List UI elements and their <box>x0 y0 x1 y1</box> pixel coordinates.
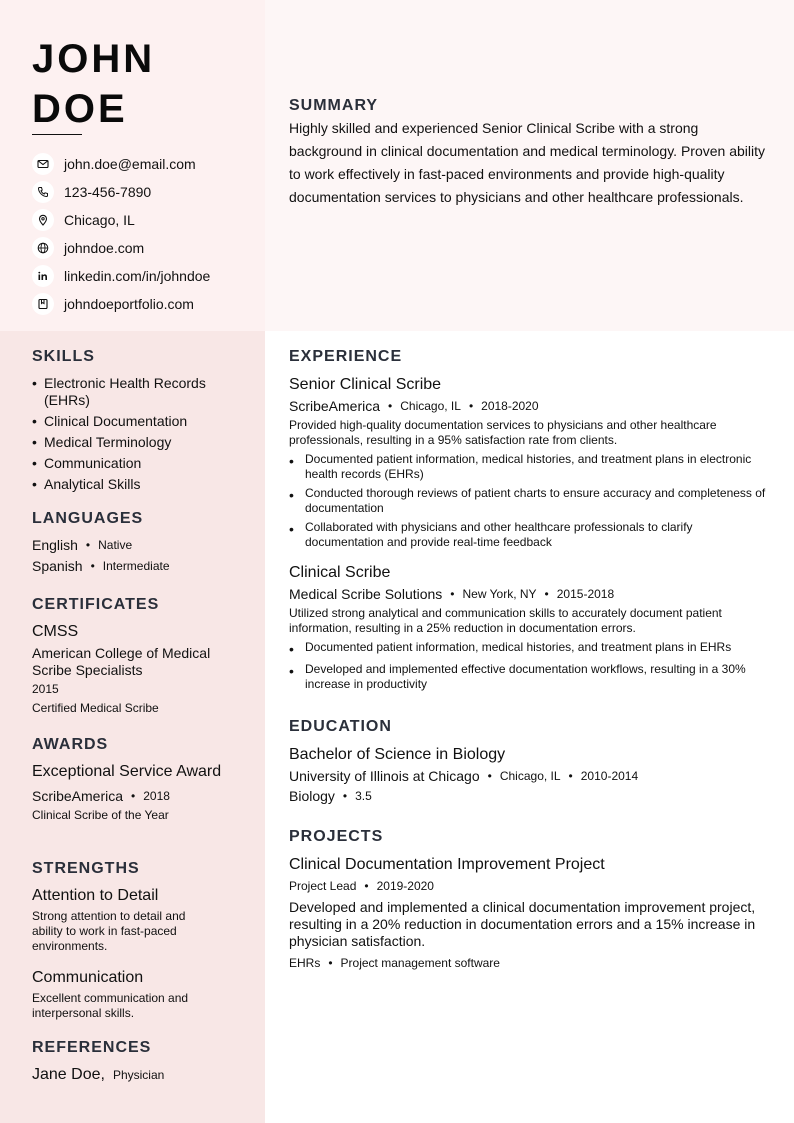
job-entry <box>289 375 769 550</box>
award-name: Exceptional Service Award <box>32 763 222 780</box>
job-bullet: • Documented patient information, medical histories, and treatment plans in electronic health records (EHRs) <box>289 452 752 481</box>
projects-section <box>289 828 769 972</box>
experience-heading: EXPERIENCE <box>289 348 403 365</box>
job-bullets <box>289 640 769 692</box>
job-bullet: • Developed and implemented effective documentation workflows, resulting in a 30% increase in productivity <box>289 662 746 691</box>
skill-item: • Communication <box>32 455 142 471</box>
education-meta <box>289 767 769 785</box>
contact-website[interactable] <box>32 234 210 262</box>
mail-icon <box>32 153 54 175</box>
certificate-desc: Certified Medical Scribe <box>32 701 159 715</box>
job-entry <box>289 563 769 692</box>
contact-website-text: johndoe.com <box>64 240 145 256</box>
contact-email[interactable] <box>32 150 210 178</box>
separator-dot: • <box>450 587 455 601</box>
separator-dot: • <box>131 789 136 803</box>
separator-dot: • <box>328 956 333 970</box>
project-tools <box>289 954 769 972</box>
education-heading: EDUCATION <box>289 718 392 735</box>
job-description: Utilized strong analytical and communication skills to accurately document patient information, resulting in a 25% reduction in documentation errors. <box>289 606 722 635</box>
project-description: Developed and implemented a clinical documentation improvement project, resulting in a 20% reduction in documentation errors and a 15% increase in physician satisfaction. <box>289 899 756 949</box>
certificates-section <box>32 596 242 716</box>
project-meta <box>289 877 769 895</box>
reference-role: Physician <box>112 1068 165 1082</box>
linkedin-icon <box>32 265 54 287</box>
contact-phone-text: 123-456-7890 <box>64 184 152 200</box>
job-location: Chicago, IL <box>400 399 461 413</box>
job-company: ScribeAmerica <box>289 398 381 414</box>
reference-name: Jane Doe, <box>32 1066 105 1083</box>
certificates-heading: CERTIFICATES <box>32 596 160 613</box>
project-role: Project Lead <box>289 879 357 893</box>
separator-dot: • <box>342 789 348 803</box>
contact-email-text: john.doe@email.com <box>64 156 196 172</box>
separator-dot: • <box>568 769 573 783</box>
references-heading: REFERENCES <box>32 1039 152 1056</box>
strength-desc: Excellent communication and interpersonal skills. <box>32 991 189 1020</box>
job-bullet: • Conducted thorough reviews of patient charts to ensure accuracy and completeness of documentation <box>289 486 766 515</box>
separator-dot: • <box>544 587 549 601</box>
job-company: Medical Scribe Solutions <box>289 586 443 602</box>
strength-name: Communication <box>32 969 144 986</box>
job-description: Provided high-quality documentation services to physicians and other healthcare professionals, resulting in a 95% satisfaction rate from clients. <box>289 418 717 447</box>
education-school: University of Illinois at Chicago <box>289 768 480 784</box>
project-dates: 2019-2020 <box>376 879 434 893</box>
contact-location-text: Chicago, IL <box>64 212 135 228</box>
location-pin-icon <box>32 209 54 231</box>
job-bullet: • Collaborated with physicians and other healthcare professionals to clarify documentation and provide real-time feedback <box>289 520 693 549</box>
job-meta <box>289 585 769 603</box>
summary-section <box>289 97 769 209</box>
language-item <box>32 535 242 556</box>
job-title: Clinical Scribe <box>289 564 391 581</box>
contact-phone[interactable] <box>32 178 210 206</box>
certificate-year: 2015 <box>32 682 59 696</box>
separator-dot: • <box>468 399 474 413</box>
contact-portfolio-text: johndoeportfolio.com <box>64 296 194 312</box>
references-section <box>32 1039 242 1085</box>
project-name: Clinical Documentation Improvement Project <box>289 856 605 873</box>
education-field-meta <box>289 787 769 805</box>
candidate-name <box>32 34 155 134</box>
award-year: 2018 <box>143 789 170 803</box>
project-tool: EHRs <box>289 956 321 970</box>
job-meta <box>289 397 769 415</box>
contact-linkedin-text: linkedin.com/in/johndoe <box>64 268 211 284</box>
skill-item: • Analytical Skills <box>32 476 141 492</box>
education-location: Chicago, IL <box>499 769 561 783</box>
certificate-name: CMSS <box>32 623 79 640</box>
language-item <box>32 556 242 577</box>
language-name: Spanish <box>32 558 83 574</box>
awards-section <box>32 736 242 823</box>
summary-heading: SUMMARY <box>289 97 379 114</box>
awards-heading: AWARDS <box>32 736 109 753</box>
skills-heading: SKILLS <box>32 348 95 365</box>
education-degree: Bachelor of Science in Biology <box>289 746 506 763</box>
project-tool: Project management software <box>340 956 500 970</box>
skill-item: • Clinical Documentation <box>32 413 188 429</box>
strength-name: Attention to Detail <box>32 887 159 904</box>
separator-dot: • <box>388 399 393 413</box>
job-bullet: • Documented patient information, medical histories, and treatment plans in EHRs <box>289 640 732 657</box>
award-org: ScribeAmerica <box>32 788 124 804</box>
skills-section <box>32 348 242 497</box>
job-location: New York, NY <box>462 587 537 601</box>
language-level: Intermediate <box>102 559 170 573</box>
separator-dot: • <box>90 559 95 573</box>
separator-dot: • <box>487 769 492 783</box>
job-dates: 2018-2020 <box>481 399 539 413</box>
job-dates: 2015-2018 <box>556 587 615 601</box>
phone-icon <box>32 181 54 203</box>
education-gpa: 3.5 <box>355 789 372 803</box>
language-name: English <box>32 537 78 553</box>
skill-item: • Medical Terminology <box>32 434 172 450</box>
strength-desc: Strong attention to detail and ability to work in fast-paced environments. <box>32 909 186 953</box>
projects-heading: PROJECTS <box>289 828 384 845</box>
contact-linkedin[interactable] <box>32 262 210 290</box>
award-meta <box>32 786 242 807</box>
education-field: Biology <box>289 788 335 804</box>
education-section <box>289 718 769 805</box>
contact-location <box>32 206 210 234</box>
strengths-heading: STRENGTHS <box>32 860 140 877</box>
languages-heading: LANGUAGES <box>32 510 144 527</box>
award-desc: Clinical Scribe of the Year <box>32 808 169 822</box>
education-dates: 2010-2014 <box>580 769 639 783</box>
skill-item: • Electronic Health Records (EHRs) <box>32 375 206 408</box>
portfolio-icon <box>32 293 54 315</box>
job-bullets <box>289 452 769 550</box>
language-level: Native <box>98 538 133 552</box>
languages-section <box>32 510 242 577</box>
contact-list <box>32 150 210 318</box>
summary-text: Highly skilled and experienced Senior Clinical Scribe with a strong background in clinical documentation and medical terminology. Proven ability to work effectively in fast-paced environments and provide high-quality documentation services to physicians and other healthcare professionals. <box>289 120 765 205</box>
name-line-2: DOE <box>32 87 128 131</box>
experience-section <box>289 348 769 696</box>
certificate-issuer: American College of Medical Scribe Specialists <box>32 645 211 678</box>
strengths-section <box>32 860 242 1021</box>
contact-portfolio[interactable] <box>32 290 210 318</box>
name-line-1: JOHN <box>32 37 156 81</box>
separator-dot: • <box>85 538 91 552</box>
separator-dot: • <box>364 879 369 893</box>
reference-item <box>32 1065 242 1085</box>
globe-icon <box>32 237 54 259</box>
job-title: Senior Clinical Scribe <box>289 376 442 393</box>
name-divider <box>32 134 82 135</box>
